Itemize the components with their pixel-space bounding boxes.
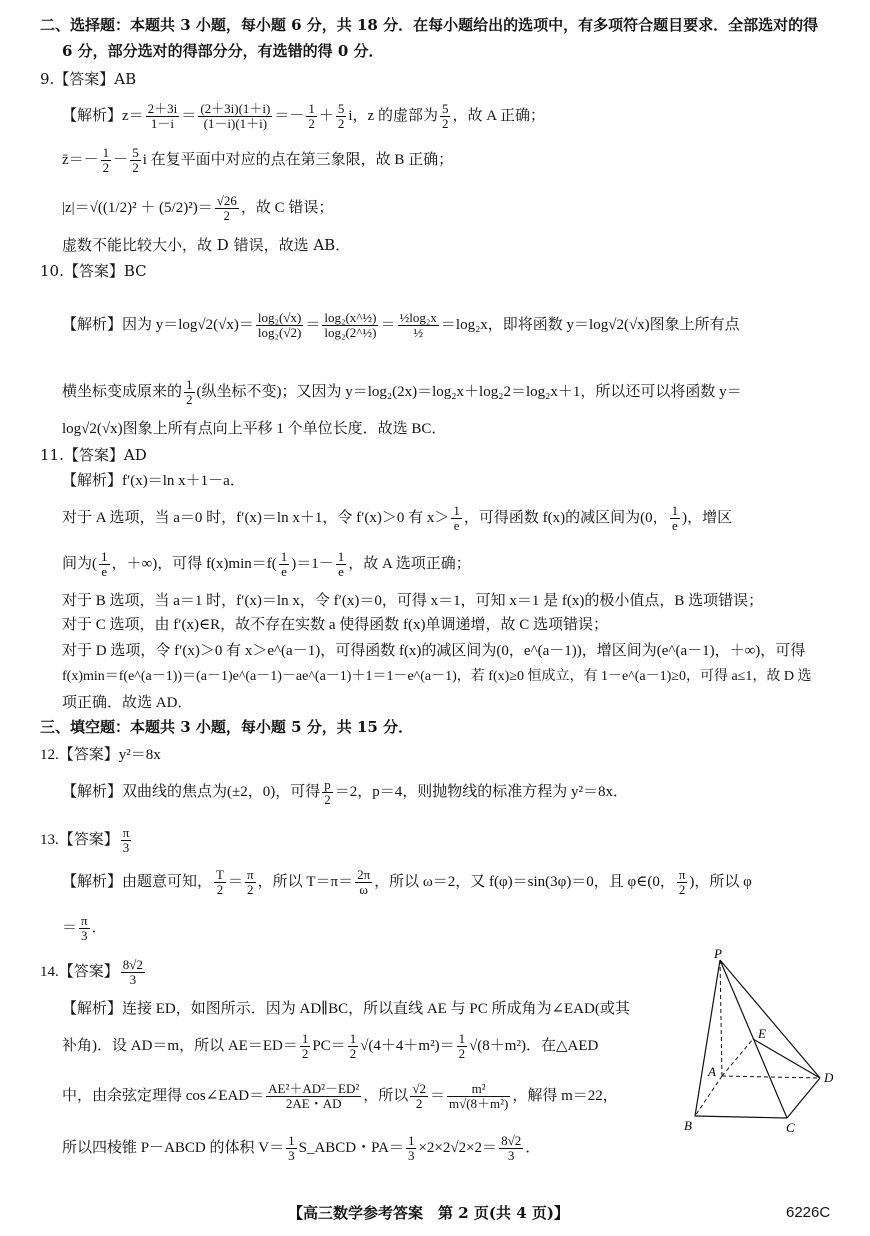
q10-analysis-line2: 横坐标变成原来的 $\frac{1}{2}$ (纵坐标不变)；又因为 y＝log₂(2x)＝log₂x＋log₂2＝log₂x＋1，所以还可以将函数 y＝ (62, 377, 742, 408)
q11-analysis-line1: 【解析】f′(x)＝ln x＋1－a． (62, 473, 245, 489)
q9-analysis-line3: |z|＝√((1/2)² ＋ (5/2)²)＝ $\frac{√26}{2}$ ，故 C 错误； (62, 193, 334, 224)
q11-analysis-line2: 对于 A 选项，当 a＝0 时，f′(x)＝ln x＋1，令 f′(x)＞0 有 x＞ $\frac{1}{e}$ ，可得函数 f(x)的减区间为(0， $\frac{1}{e}$ )，增区 (62, 503, 733, 534)
q14-analysis-line1: 【解析】连接 ED，如图所示．因为 AD∥BC，所以直线 AE 与 PC 所成角为∠EAD(或其 (62, 1001, 630, 1017)
q11-analysis-line3: 间为( $\frac{1}{e}$ ，＋∞)，可得 f(x)min＝f( $\frac{1}{e}$ )＝1－ $\frac{1}{e}$ ，故 A 选项正确； (62, 549, 471, 580)
edge-PA (720, 960, 722, 1076)
label-A: A (708, 1064, 716, 1079)
label-C: C (786, 1120, 795, 1135)
section-2-header-line2: 6 分，部分选对的得部分分，有选错的得 0 分． (62, 42, 384, 60)
label-D: D (824, 1070, 834, 1085)
q9-analysis-line4: 虚数不能比较大小，故 D 错误，故选 AB． (62, 236, 351, 254)
q10-analysis-line3: log√2(√x)图象上所有点向上平移 1 个单位长度．故选 BC． (62, 421, 447, 437)
footer-code: 6226C (786, 1204, 831, 1221)
q13-analysis-line1: 【解析】由题意可知， $\frac{T}{2}$ ＝ $\frac{\pi}{2}$ ，所以 T＝π＝ $\frac{2\pi}{\omega}$ ，所以 ω＝2，又 f(φ)＝sin(3φ)＝0，且 φ∈(0， $\frac{\pi}{2}$ )，所以 φ (62, 867, 752, 898)
section-2-header-line1: 二、选择题：本题共 3 小题，每小题 6 分，共 18 分．在每小题给出的选项中，有多项符合题目要求．全部选对的得 (40, 16, 819, 34)
q14-analysis-line4: 所以四棱锥 P－ABCD 的体积 V＝ $\frac{1}{3}$ S_ABCD・PA＝ $\frac{1}{3}$ ×2×2√2×2＝ $\frac{8√2}{3}$ ． (62, 1133, 541, 1164)
q13-analysis-line2: ＝ $\frac{\pi}{3}$ ． (62, 913, 107, 944)
q9-answer: 9.【答案】AB (40, 70, 137, 88)
footer-page-info: 【高三数学参考答案 第 2 页(共 4 页)】 (288, 1204, 569, 1222)
edge-AE (722, 1039, 753, 1076)
label-E: E (758, 1026, 766, 1041)
q10-analysis-line1: 【解析】因为 y＝log√2(√x)＝ $\frac{\text{log₂(√x)}}{\text{log₂(√2)}}$ ＝ $\frac{\text{log₂(x\textasciicircum{}½)}}{\text{log₂(2\textasciicircum{}½)}}$ ＝ $\frac{\text{½log₂x}}{\text{½}}$ ＝log₂x，即将函数 y＝log√2(√x)图象上所有点 (62, 310, 740, 341)
q12-answer: 12.【答案】y²＝8x (40, 747, 161, 763)
q14-answer: 14.【答案】 $\frac{8√2}{3}$ (40, 957, 143, 988)
edge-PD (720, 960, 820, 1078)
edge-BC (695, 1116, 787, 1118)
q13-answer: 13.【答案】 $\frac{\pi}{3}$ (40, 825, 130, 856)
edge-PB (695, 960, 720, 1116)
edge-CD (787, 1078, 820, 1118)
section-3-header: 三、填空题：本题共 3 小题，每小题 5 分，共 15 分． (40, 718, 414, 736)
q11-analysis-line6: 对于 D 选项，令 f′(x)＞0 有 x＞e^(a－1)，可得函数 f(x)的减区间为(0，e^(a－1))，增区间为(e^(a－1)，＋∞)，可得 (62, 643, 806, 659)
q14-analysis-line3: 中，由余弦定理得 cos∠EAD＝ $\frac{\text{AE²＋AD²－ED²}}{2AE・AD}$ ，所以 $\frac{√2}{2}$ ＝ $\frac{\text{m²}}{\text{m√(8＋m²)}}$ ，解得 m＝22， (62, 1081, 618, 1112)
q9-analysis-line1: 【解析】z＝ $\frac{2+3i}{1-i}$ ＝ $\frac{(2+3i)(1+i)}{(1-i)(1+i)}$ ＝－ $\frac{1}{2}$ ＋ $\frac{5}{2}$ i，z 的虚部为 $\frac{5}{2}$ ，故 A 正确； (62, 101, 545, 132)
edge-AD (722, 1076, 820, 1078)
q9-analysis-line2: z̄＝－ $\frac{1}{2}$ － $\frac{5}{2}$ i 在复平面中对应的点在第三象限，故 B 正确； (62, 145, 454, 176)
q11-analysis-line8: 项正确．故选 AD． (62, 695, 193, 711)
q11-analysis-line5: 对于 C 选项，由 f′(x)∈R，故不存在实数 a 使得函数 f(x)单调递增，故 C 选项错误； (62, 617, 609, 633)
pyramid-figure (680, 948, 840, 1138)
q11-analysis-line4: 对于 B 选项，当 a＝1 时，f′(x)＝ln x，令 f′(x)＝0，可得 x＝1，可知 x＝1 是 f(x)的极小值点，B 选项错误； (62, 593, 764, 609)
q11-answer: 11.【答案】AD (40, 446, 147, 464)
label-B: B (684, 1118, 692, 1133)
edge-ED (753, 1039, 820, 1078)
q14-analysis-line2: 补角)．设 AD＝m，所以 AE＝ED＝ $\frac{1}{2}$ PC＝ $\frac{1}{2}$ √(4＋4＋m²)＝ $\frac{1}{2}$ √(8＋m²)．在△AED (62, 1031, 599, 1062)
q11-analysis-line7: f(x)min＝f(e^(a－1))＝(a－1)e^(a－1)－ae^(a－1)＋1＝1－e^(a－1)，若 f(x)≥0 恒成立，有 1－e^(a－1)≥0，可得 a≤1，故 D 选 (62, 669, 812, 684)
q10-answer: 10.【答案】BC (40, 262, 147, 280)
q12-analysis: 【解析】双曲线的焦点为(±2，0)，可得 $\frac{p}{2}$ ＝2，p＝4，则抛物线的标准方程为 y²＝8x． (62, 777, 628, 808)
label-P: P (714, 948, 722, 961)
edge-AB (695, 1076, 722, 1116)
